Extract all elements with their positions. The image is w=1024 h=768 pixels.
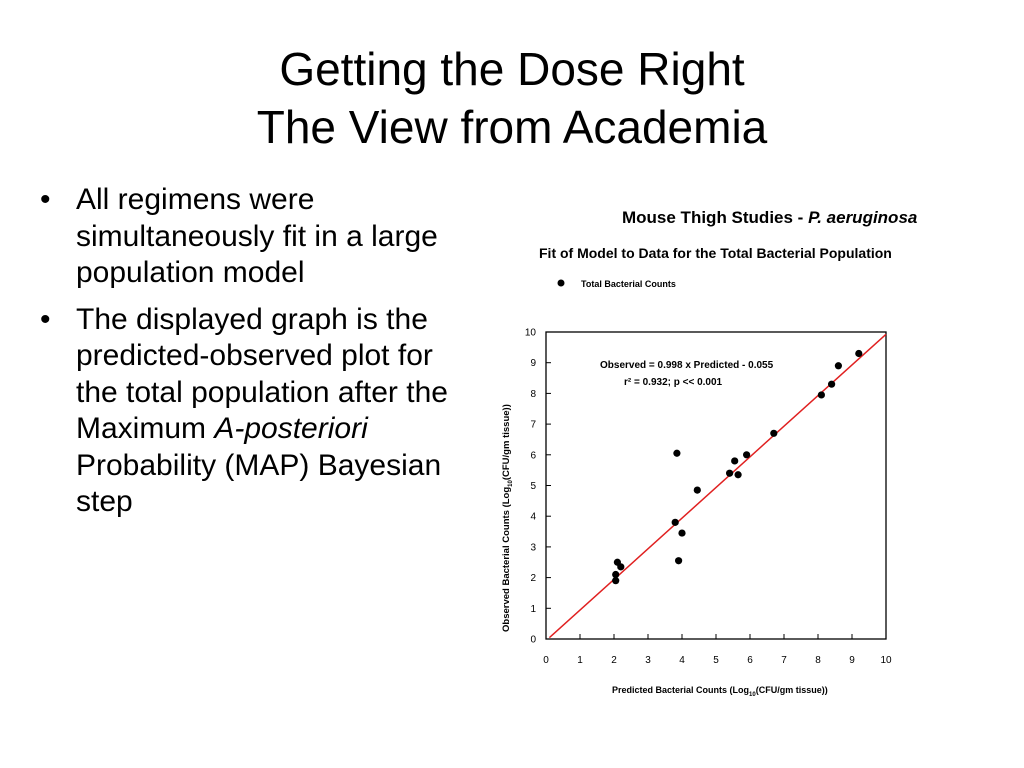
bullet-text-after: Probability (MAP) Bayesian step xyxy=(76,448,442,518)
data-point xyxy=(828,381,835,388)
y-axis-label: Observed Bacterial Counts (Log$_{10}$(CFU/gm tissue)) xyxy=(501,404,514,632)
data-point xyxy=(835,362,842,369)
data-point xyxy=(743,451,750,458)
x-tick-label: 4 xyxy=(679,655,685,666)
x-tick-label: 9 xyxy=(849,655,855,666)
x-axis-label: Predicted Bacterial Counts (Log$_{10}$(CFU/gm tissue)) xyxy=(612,685,828,698)
regression-equation: Observed = 0.998 x Predicted - 0.055 xyxy=(600,360,774,371)
data-point xyxy=(675,557,682,564)
y-tick-label: 7 xyxy=(530,419,536,431)
data-point xyxy=(673,450,680,457)
data-point xyxy=(678,529,685,536)
y-tick-label: 3 xyxy=(530,542,536,554)
y-tick-label: 2 xyxy=(530,573,536,585)
y-tick-label: 10 xyxy=(524,327,536,339)
slide-title-line-1: Getting the Dose Right xyxy=(279,43,745,95)
x-tick-label: 1 xyxy=(577,655,583,666)
bullet-text-before: The displayed graph is the predicted-observed plot for the total population after the Maximum xyxy=(76,302,448,445)
bullet-item xyxy=(40,182,450,292)
y-tick-label: 8 xyxy=(530,388,536,400)
x-tick-label: 0 xyxy=(543,655,549,666)
x-tick-label: 2 xyxy=(611,655,617,666)
x-tick-label: 3 xyxy=(645,655,651,666)
scatter-chart xyxy=(467,182,919,742)
y-tick-label: 1 xyxy=(530,603,536,615)
bullet-dot: • xyxy=(40,183,51,216)
x-tick-label: 5 xyxy=(713,655,719,666)
x-tick-label: 7 xyxy=(781,655,787,666)
y-tick-label: 4 xyxy=(530,511,536,523)
slide-title-line-2: The View from Academia xyxy=(256,101,768,153)
data-point xyxy=(612,577,619,584)
bullet-list xyxy=(40,182,450,531)
chart-figure xyxy=(467,182,919,742)
x-tick-label: 6 xyxy=(747,655,753,666)
y-tick-label: 5 xyxy=(530,481,536,492)
regression-stats: r² = 0.932; p << 0.001 xyxy=(624,377,723,388)
data-point xyxy=(735,471,742,478)
x-tick-label: 10 xyxy=(880,655,892,666)
data-point xyxy=(731,457,738,464)
data-point xyxy=(770,430,777,437)
bullet-text-italic: A-posteriori xyxy=(214,412,368,445)
data-point xyxy=(617,563,624,570)
data-point xyxy=(612,571,619,578)
data-point xyxy=(726,470,733,477)
bullet-item xyxy=(40,302,450,521)
slide-title xyxy=(0,40,1024,156)
data-point xyxy=(672,519,679,526)
legend-marker xyxy=(558,280,565,287)
data-point xyxy=(694,487,701,494)
bullet-dot: • xyxy=(40,302,51,336)
y-tick-label: 0 xyxy=(530,634,536,646)
y-tick-label: 9 xyxy=(530,358,536,370)
y-tick-label: 6 xyxy=(530,450,536,462)
x-tick-label: 8 xyxy=(815,655,821,666)
legend-label: Total Bacterial Counts xyxy=(581,279,676,289)
chart-subtitle: Fit of Model to Data for the Total Bacterial Population xyxy=(539,245,892,261)
data-point xyxy=(818,391,825,398)
data-point xyxy=(855,350,862,357)
bullet-text: All regimens were simultaneously fit in a large population model xyxy=(76,183,438,289)
chart-title: Mouse Thigh Studies - P. aeruginosa xyxy=(622,208,918,227)
